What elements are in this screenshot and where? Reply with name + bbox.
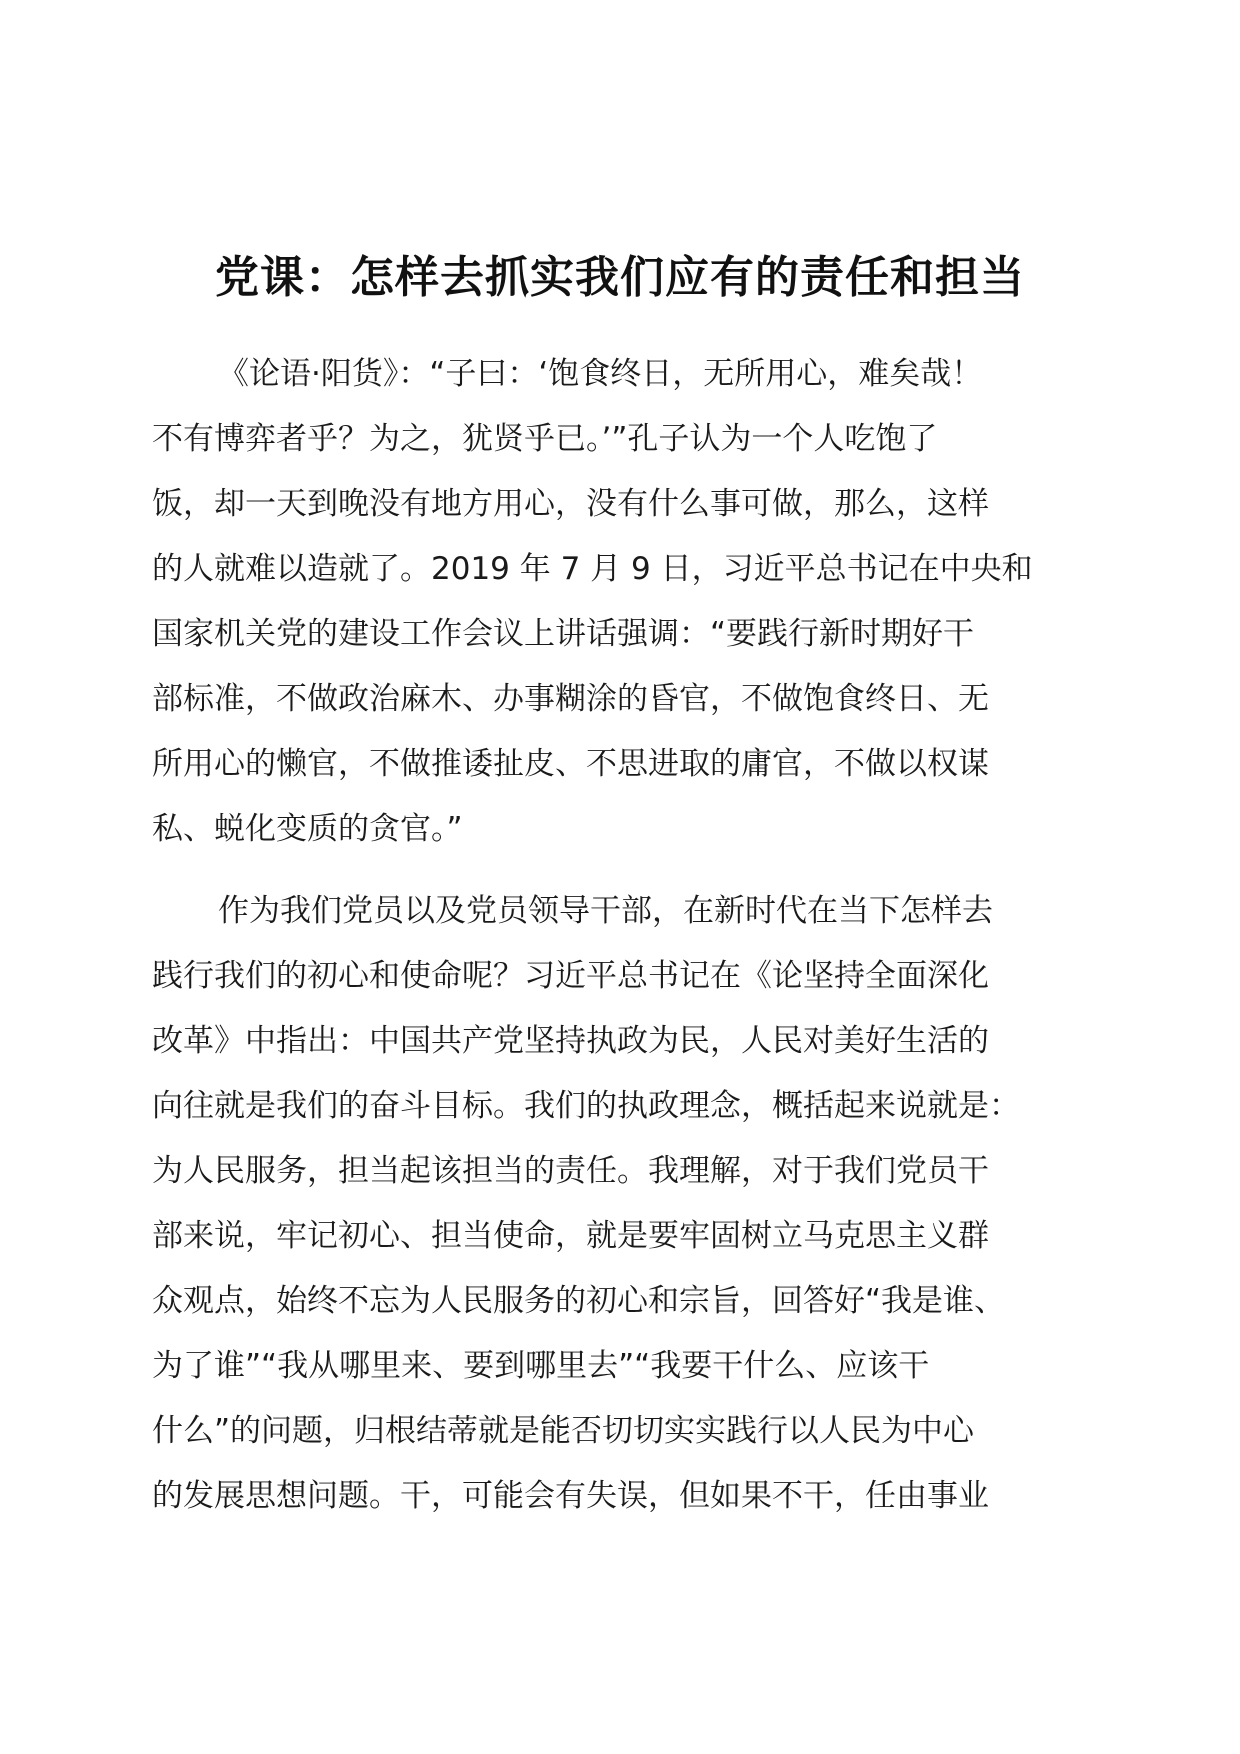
paragraph-line: 饭，却一天到晚没有地方用心，没有什么事可做，那么，这样 — [152, 486, 989, 522]
paragraph-line: 为了谁”“我从哪里来、要到哪里去”“我要干什么、应该干 — [152, 1348, 930, 1384]
paragraph-line: 部标准，不做政治麻木、办事糊涂的昏官，不做饱食终日、无 — [152, 681, 989, 717]
paragraph-1 — [152, 342, 1112, 862]
paragraph-line: 所用心的懒官，不做推诿扯皮、不思进取的庸官，不做以权谋 — [152, 746, 989, 782]
paragraph-2 — [152, 879, 1112, 1529]
document-title: 党课：怎样去抓实我们应有的责任和担当 — [215, 252, 1025, 303]
paragraph-line: 《论语·阳货》：“子曰：‘饱食终日，无所用心，难矣哉！ — [218, 356, 983, 392]
paragraph-line: 私、蜕化变质的贪官。” — [152, 811, 463, 847]
paragraph-line: 践行我们的初心和使命呢？习近平总书记在《论坚持全面深化 — [152, 958, 989, 994]
paragraph-line: 作为我们党员以及党员领导干部，在新时代在当下怎样去 — [218, 893, 993, 929]
paragraph-line: 向往就是我们的奋斗目标。我们的执政理念，概括起来说就是： — [152, 1088, 1020, 1124]
paragraph-line: 不有博弈者乎？为之，犹贤乎已。’”孔子认为一个人吃饱了 — [152, 421, 938, 457]
paragraph-line: 什么”的问题，归根结蒂就是能否切切实实践行以人民为中心 — [152, 1413, 975, 1449]
paragraph-line: 改革》中指出：中国共产党坚持执政为民，人民对美好生活的 — [152, 1023, 989, 1059]
paragraph-line: 国家机关党的建设工作会议上讲话强调：“要践行新时期好干 — [152, 616, 975, 652]
paragraph-line: 众观点，始终不忘为人民服务的初心和宗旨，回答好“我是谁、 — [152, 1283, 1006, 1319]
paragraph-line: 的发展思想问题。干，可能会有失误，但如果不干，任由事业 — [152, 1478, 989, 1514]
paragraph-line: 为人民服务，担当起该担当的责任。我理解，对于我们党员干 — [152, 1153, 989, 1189]
paragraph-line: 部来说，牢记初心、担当使命，就是要牢固树立马克思主义群 — [152, 1218, 989, 1254]
paragraph-line: 的人就难以造就了。2019 年 7 月 9 日，习近平总书记在中央和 — [152, 551, 1033, 587]
